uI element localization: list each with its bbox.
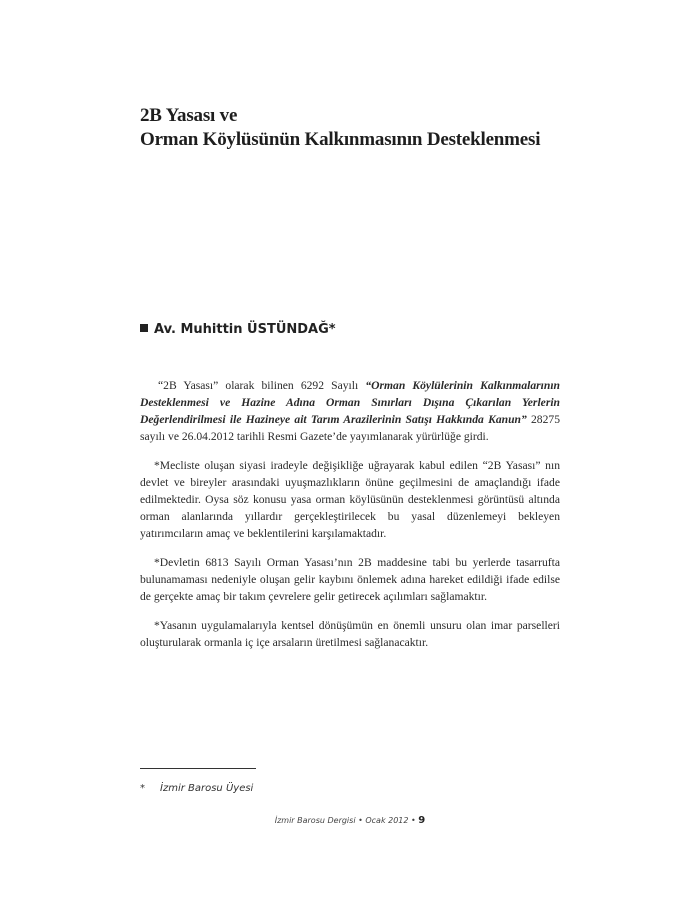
paragraph-1 <box>140 377 560 445</box>
paragraph-3: *Devletin 6813 Sayılı Orman Yasası’nın 2B maddesine tabi bu yerlerde tasarrufta bulunamaması nedeniyle oluşan gelir kaybını önlemek adına hareket edildiği ifade edilse de gerçekte amaç bir takım çevrelere gelir getirecek açılımları sağlamaktır. <box>140 556 560 603</box>
page-number: 9 <box>418 815 426 826</box>
paragraph-4: *Yasanın uygulamalarıyla kentsel dönüşümün en önemli unsuru olan imar parselleri oluşturularak ormanla iç içe arsaların üretilmesi sağlanacaktır. <box>140 619 560 649</box>
title-line-1: 2B Yasası ve <box>140 105 238 126</box>
author-name: Av. Muhittin ÜSTÜNDAĞ* <box>154 322 336 337</box>
footnote-divider <box>140 768 256 769</box>
title-line-2: Orman Köylüsünün Kalkınmasının Desteklenmesi <box>140 129 541 150</box>
author-line <box>140 322 336 337</box>
running-footer <box>0 815 700 826</box>
article-body <box>140 377 560 663</box>
footnote-text: İzmir Barosu Üyesi <box>160 783 254 794</box>
law-title: “Orman Köylülerinin Kalkınmalarının Desteklenmesi ve Hazine Adına Orman Sınırları Dışına Çıkarılan Yerlerin Değerlendirilmesi ile Hazineye ait Tarım Arazilerinin Satışı Hakkında Kanun” <box>140 379 560 426</box>
paragraph-1-tail: 28275 sayılı ve 26.04.2012 tarihli Resmi Gazete’de yayımlanarak yürürlüğe girdi. <box>140 413 560 443</box>
paragraph-1-lead: “2B Yasası” olarak bilinen 6292 Sayılı <box>158 379 366 392</box>
journal-info: İzmir Barosu Dergisi • Ocak 2012 • <box>274 816 416 825</box>
footnote-marker: * <box>140 783 145 794</box>
paragraph-2: *Mecliste oluşan siyasi iradeyle değişikliğe uğrayarak kabul edilen “2B Yasası” nın devlet ve bireyler arasındaki uyuşmazlıkların önüne geçilmesini de amaçlandığı ifade edilmektedir. Oysa söz konusu yasa orman köylüsünün desteklenmesi görüntüsü altında orman alanlarında yıllardır gerçekleştirilecek bu yasal düzenlemeyi bekleyen yatırımcıların amaç ve beklentilerini karşılamaktadır. <box>140 459 560 540</box>
article-title <box>140 104 540 152</box>
bullet-square-icon <box>140 324 148 332</box>
footnote <box>140 783 253 794</box>
